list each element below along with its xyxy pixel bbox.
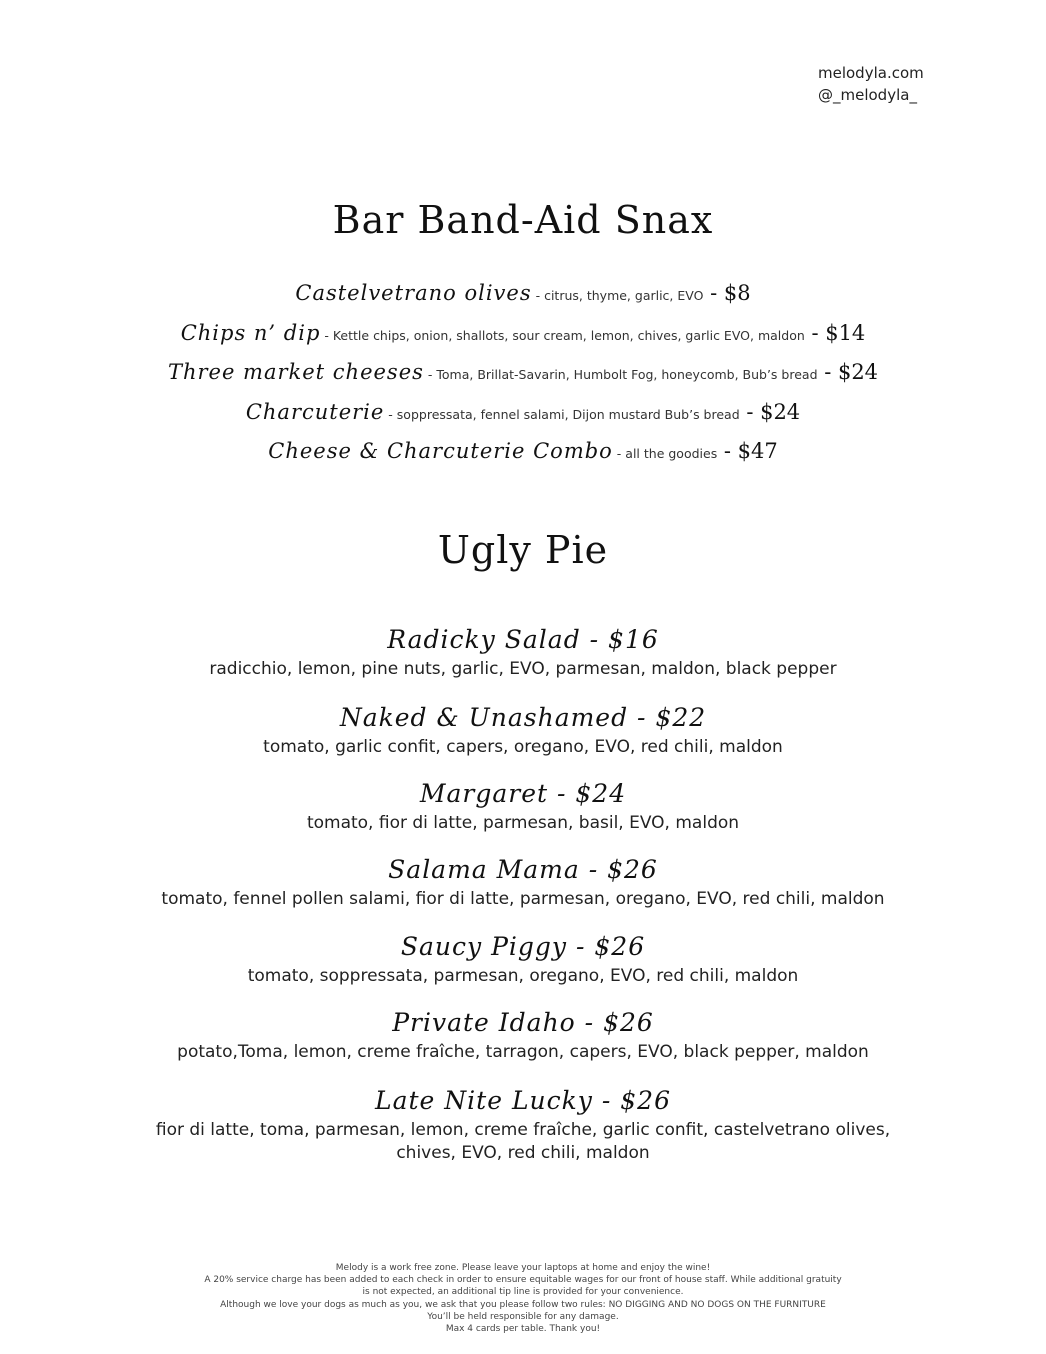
- pie-item: [0, 776, 1046, 852]
- snax-item-desc: citrus, thyme, garlic, EVO: [544, 288, 704, 303]
- snax-item: [0, 314, 1046, 354]
- snax-item: [0, 353, 1046, 393]
- snax-list: [0, 274, 1046, 472]
- pie-item-title: Private Idaho - $26: [392, 1008, 654, 1037]
- footer-line: Melody is a work free zone. Please leave your laptops at home and enjoy the wine!: [335, 1263, 711, 1273]
- pie-item-desc: tomato, fennel pollen salami, fior di latte, parmesan, oregano, EVO, red chili, maldon: [161, 889, 885, 909]
- pie-item-title: Late Nite Lucky - $26: [375, 1086, 671, 1115]
- pie-item: [0, 1005, 1046, 1083]
- footer-line: is not expected, an additional tip line is provided for your convenience.: [362, 1287, 684, 1298]
- pie-item-desc: potato,Toma, lemon, creme fraîche, tarragon, capers, EVO, black pepper, maldon: [177, 1042, 869, 1062]
- snax-item: [0, 274, 1046, 314]
- pie-item-desc: tomato, soppressata, parmesan, oregano, EVO, red chili, maldon: [247, 966, 799, 986]
- snax-item-price: - $24: [739, 399, 801, 424]
- social-handle[interactable]: @_melodyla_: [818, 86, 917, 104]
- snax-item-price: - $14: [804, 320, 866, 345]
- snax-item-price: - $47: [717, 439, 778, 463]
- pie-item: [0, 700, 1046, 776]
- pie-item: [0, 1083, 1046, 1165]
- pie-item-desc: fior di latte, toma, parmesan, lemon, creme fraîche, garlic confit, castelvetrano olives, chives, EVO, red chili, maldon: [155, 1120, 891, 1163]
- footer-line: You’ll be held responsible for any damage.: [427, 1311, 619, 1322]
- pie-item-desc: tomato, garlic confit, capers, oregano, EVO, red chili, maldon: [263, 737, 783, 757]
- snax-item-desc: all the goodies: [625, 446, 718, 461]
- snax-item-price: - $8: [703, 281, 751, 305]
- snax-item-desc: Toma, Brillat-Savarin, Humbolt Fog, honeycomb, Bub’s bread: [436, 367, 818, 382]
- snax-item-separator: -: [612, 446, 626, 461]
- footer-notes: [0, 1262, 1046, 1335]
- snax-item-name: Chips n’ dip: [180, 320, 321, 345]
- contact-block: [818, 62, 924, 106]
- snax-item-separator: -: [531, 288, 545, 303]
- pie-item-title: Naked & Unashamed - $22: [339, 703, 707, 732]
- snax-section-title: Bar Band-Aid Snax: [332, 198, 714, 242]
- pie-item: [0, 929, 1046, 1005]
- snax-item-name: Cheese & Charcuterie Combo: [268, 439, 613, 463]
- pie-item: [0, 622, 1046, 700]
- snax-item-price: - $24: [817, 360, 879, 384]
- snax-item-name: Charcuterie: [245, 399, 385, 424]
- website-link[interactable]: melodyla.com: [818, 64, 924, 82]
- pie-item-title: Margaret - $24: [419, 779, 627, 808]
- pies-section-title: Ugly Pie: [437, 528, 609, 572]
- pie-item-desc: radicchio, lemon, pine nuts, garlic, EVO, parmesan, maldon, black pepper: [209, 659, 837, 679]
- pie-item: [0, 852, 1046, 929]
- snax-item-separator: -: [384, 406, 397, 422]
- snax-item-name: Three market cheeses: [167, 360, 424, 384]
- pie-item-title: Salama Mama - $26: [388, 855, 658, 884]
- snax-item-separator: -: [320, 327, 333, 343]
- snax-item-separator: -: [423, 367, 437, 382]
- pie-item-desc: tomato, fior di latte, parmesan, basil, EVO, maldon: [306, 813, 740, 833]
- snax-item-desc: Kettle chips, onion, shallots, sour cream, lemon, chives, garlic EVO, maldon: [332, 327, 805, 343]
- snax-item: [0, 432, 1046, 472]
- snax-item: [0, 393, 1046, 433]
- pie-item-title: Saucy Piggy - $26: [400, 932, 646, 961]
- footer-line: A 20% service charge has been added to each check in order to ensure equitable wages for our front of house staff. While additional gratuity: [204, 1275, 842, 1286]
- footer-line: Max 4 cards per table. Thank you!: [445, 1324, 601, 1335]
- pies-list: [0, 622, 1046, 1165]
- pie-item-title: Radicky Salad - $16: [387, 625, 659, 654]
- snax-item-desc: soppressata, fennel salami, Dijon mustard Bub’s bread: [396, 406, 740, 422]
- snax-item-name: Castelvetrano olives: [295, 281, 532, 305]
- footer-line: Although we love your dogs as much as you, we ask that you please follow two rules: NO DIGGING AND NO DOGS ON THE FURNITURE: [220, 1299, 826, 1310]
